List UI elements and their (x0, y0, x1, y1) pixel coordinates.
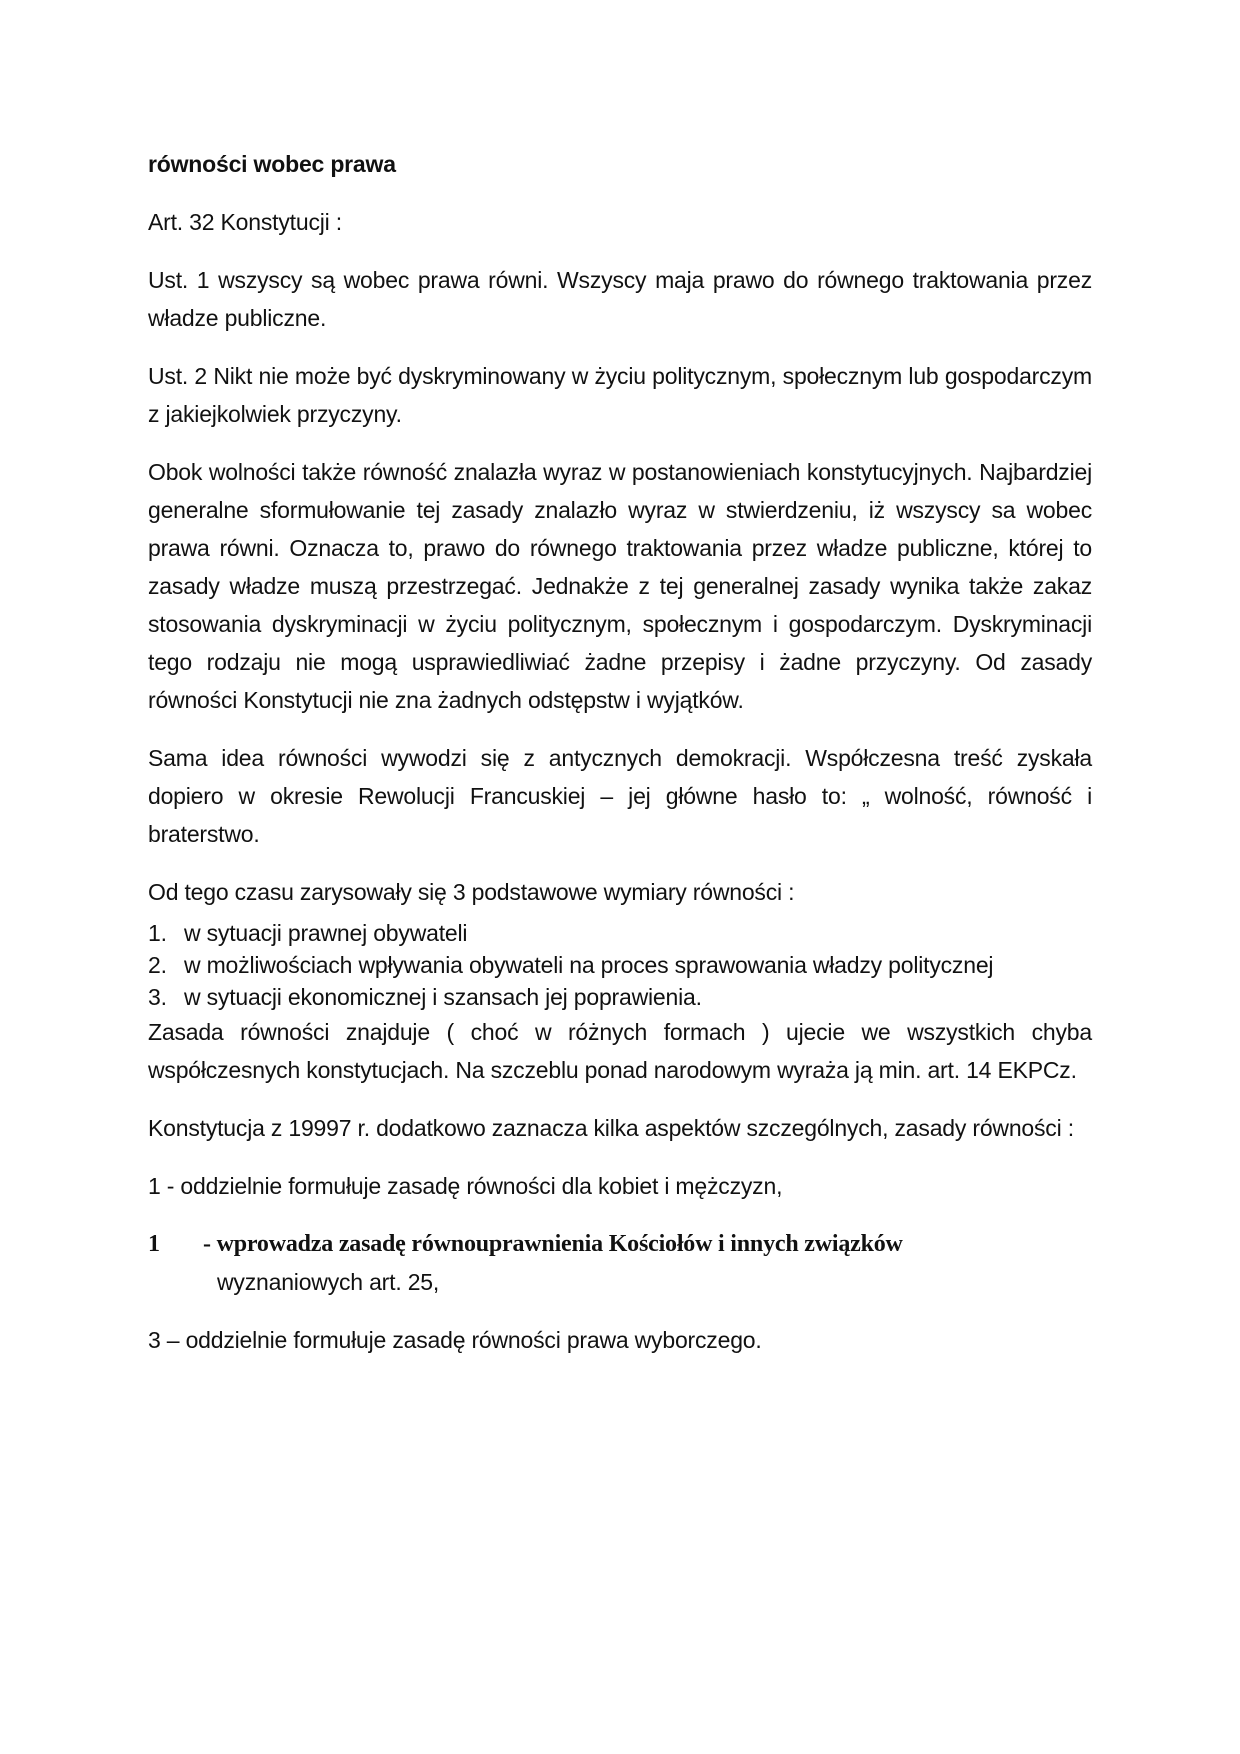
list-item (148, 981, 1092, 1013)
paragraph-od-tego-czasu: Od tego czasu zarysowały się 3 podstawowe wymiary równości : (148, 879, 795, 905)
list-item (148, 917, 1092, 949)
aspect-item-1: 1 - oddzielnie formułuje zasadę równości dla kobiet i mężczyzn, (148, 1173, 783, 1199)
list-item-number: 3. (148, 984, 167, 1010)
list-item-number: 1. (148, 920, 167, 946)
aspect-item-2-number: 1 (148, 1231, 160, 1257)
list-item-text: w sytuacji ekonomicznej i szansach jej poprawienia. (184, 984, 702, 1010)
paragraph-ust-1: Ust. 1 wszyscy są wobec prawa równi. Wszyscy maja prawo do równego traktowania przez władze publiczne. (148, 267, 1092, 331)
paragraph-obok-wolnosci: Obok wolności także równość znalazła wyraz w postanowieniach konstytucyjnych. Najbardziej generalne sformułowanie tej zasady znalazło wyraz w stwierdzeniu, iż wszyscy sa wobec prawa równi. Oznacza to, prawo do równego traktowania przez władze publiczne, której to zasady władze muszą przestrzegać. Jednakże z tej generalnej zasady wynika także zakaz stosowania dyskryminacji w życiu politycznym, społecznym i gospodarczym. Dyskryminacji tego rodzaju nie mogą usprawiedliwiać żadne przepisy i żadne przyczyny. Od zasady równości Konstytucji nie zna żadnych odstępstw i wyjątków. (148, 459, 1092, 713)
aspect-item-2-rest-text: wyznaniowych art. 25, (217, 1269, 440, 1295)
list-item-text: w sytuacji prawnej obywateli (184, 920, 468, 946)
document-heading: równości wobec prawa (148, 151, 396, 177)
paragraph-ust-2: Ust. 2 Nikt nie może być dyskryminowany w życiu politycznym, społecznym lub gospodarczym z jakiejkolwiek przyczyny. (148, 363, 1092, 427)
paragraph-konstytucja: Konstytucja z 19997 r. dodatkowo zaznacza kilka aspektów szczególnych, zasady równości : (148, 1115, 1074, 1141)
paragraph-sama-idea: Sama idea równości wywodzi się z antycznych demokracji. Współczesna treść zyskała dopiero w okresie Rewolucji Francuskiej – jej główne hasło to: „ wolność, równość i braterstwo. (148, 745, 1092, 847)
aspect-item-2 (148, 1225, 1092, 1301)
paragraph-zasada-rownosci: Zasada równości znajduje ( choć w różnych formach ) ujecie we wszystkich chyba współczesnych konstytucjach. Na szczeblu ponad narodowym wyraża ją min. art. 14 EKPCz. (148, 1019, 1092, 1083)
list-item-text: w możliwościach wpływania obywateli na proces sprawowania władzy politycznej (184, 952, 994, 978)
list-item (148, 949, 1092, 981)
aspect-item-2-bold-text: - wprowadza zasadę równouprawnienia Kościołów i innych związków (203, 1231, 903, 1257)
dimensions-list (148, 917, 1092, 1013)
list-item-number: 2. (148, 952, 167, 978)
document-page (148, 145, 1092, 1379)
aspect-item-3: 3 – oddzielnie formułuje zasadę równości prawa wyborczego. (148, 1327, 762, 1353)
article-reference: Art. 32 Konstytucji : (148, 209, 342, 235)
